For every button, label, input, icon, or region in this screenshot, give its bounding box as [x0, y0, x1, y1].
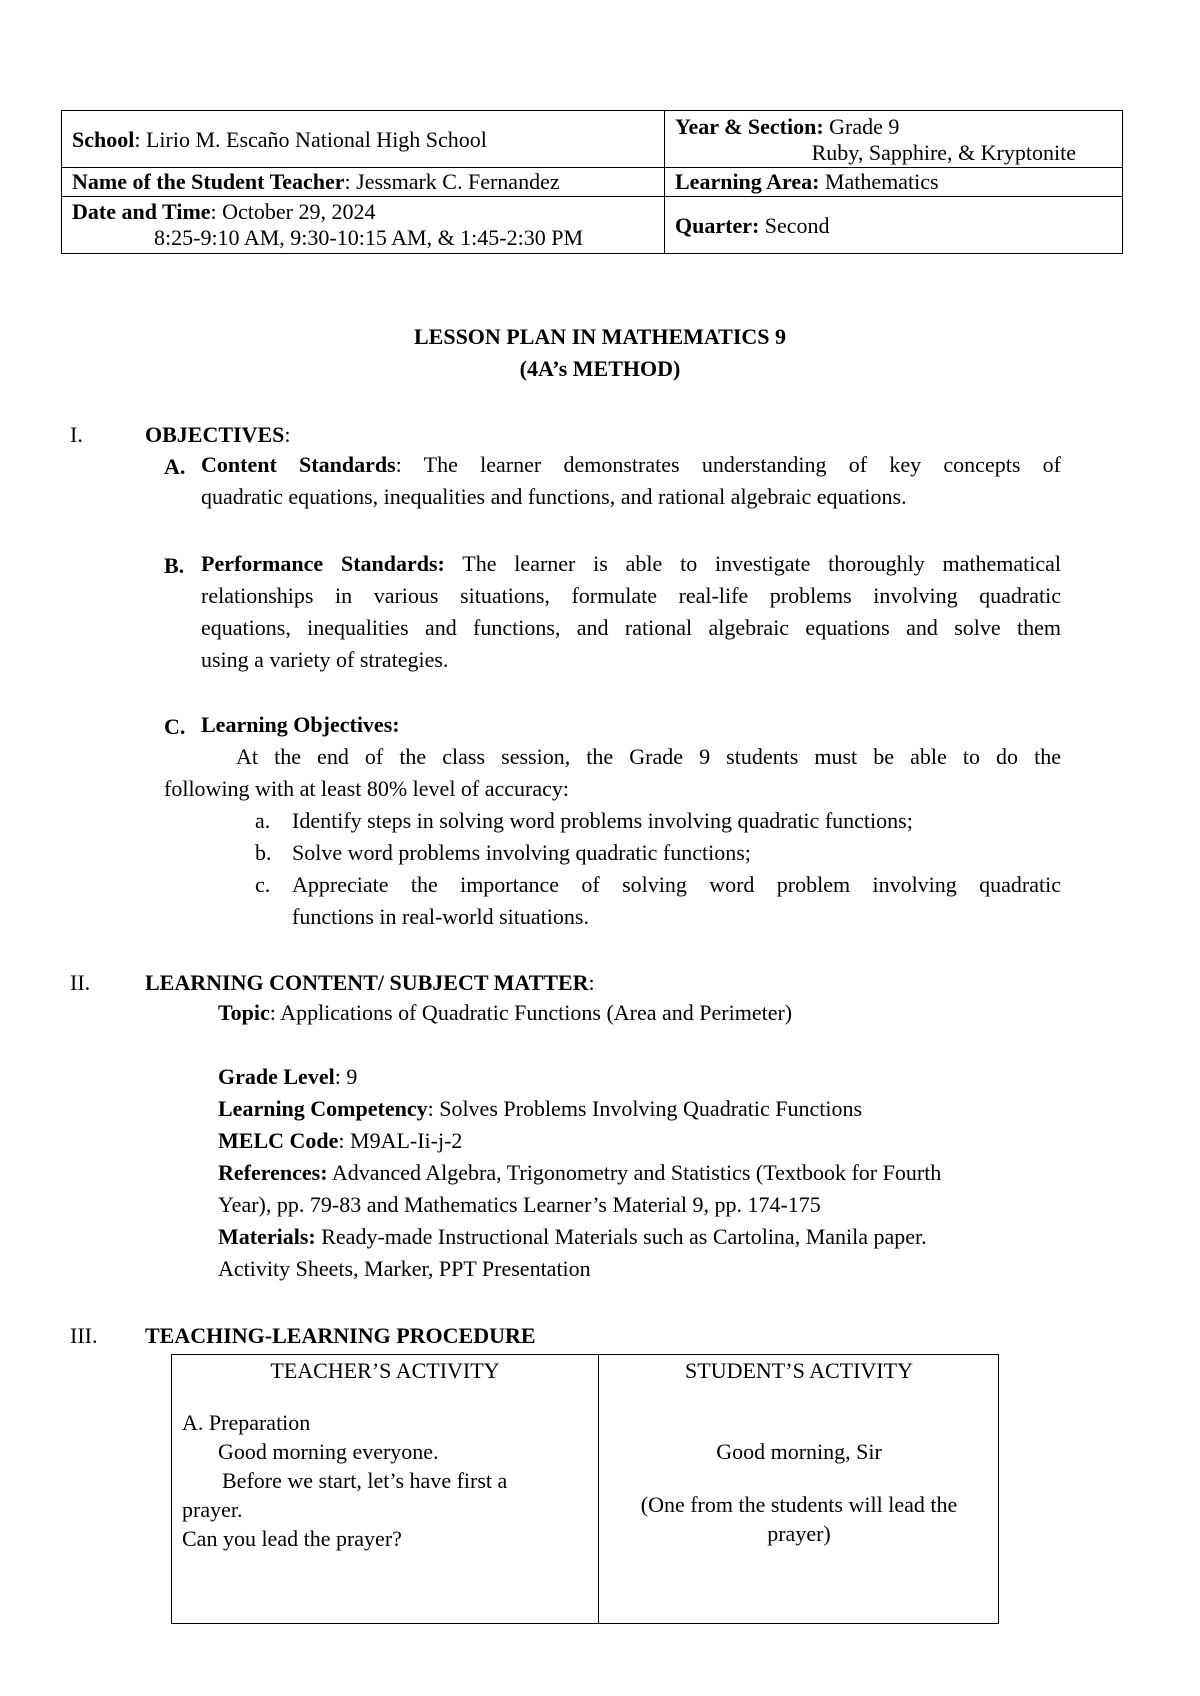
teacher-prayer-line1: Before we start, let’s have first a	[222, 1468, 508, 1493]
student-greeting: Good morning, Sir	[716, 1439, 882, 1464]
school-cell	[61, 110, 665, 168]
student-prayer-line2: prayer)	[767, 1521, 831, 1546]
area-label: Learning Area:	[675, 169, 820, 194]
teacher-value: : Jessmark C. Fernandez	[344, 169, 560, 194]
student-activity-header: STUDENT’S ACTIVITY	[685, 1358, 913, 1383]
objective-item-a-letter: a.	[255, 808, 271, 833]
learning-objectives-intro1: At the end of the class session, the Grade 9 students must be able to do the	[236, 744, 1061, 769]
school-value: : Lirio M. Escaño National High School	[134, 127, 487, 152]
objective-item-c-letter: c.	[255, 872, 271, 897]
objective-item-b-letter: b.	[255, 840, 272, 865]
objective-item-a: Identify steps in solving word problems involving quadratic functions;	[292, 808, 913, 833]
grade-level-line: Grade Level: 9	[218, 1064, 358, 1089]
year-section-cell	[664, 110, 1123, 168]
teacher-prayer-line2: prayer.	[182, 1497, 243, 1522]
student-prayer-line1: (One from the students will lead the	[640, 1492, 958, 1517]
competency-line: Learning Competency: Solves Problems Involving Quadratic Functions	[218, 1096, 863, 1121]
section-i-numeral: I.	[70, 422, 83, 447]
teacher-activity-header: TEACHER’S ACTIVITY	[270, 1358, 500, 1383]
objective-a-letter: A.	[164, 454, 186, 479]
objective-b-letter: B.	[164, 553, 185, 578]
topic-line: Topic: Applications of Quadratic Functions (Area and Perimeter)	[218, 1000, 793, 1025]
teacher-label: Name of the Student Teacher	[72, 169, 345, 194]
student-activity-column	[608, 1355, 990, 1548]
teacher-activity-column	[182, 1355, 588, 1553]
preparation-label: A. Preparation	[182, 1410, 311, 1435]
quarter-value: Second	[759, 213, 830, 238]
materials-line2: Activity Sheets, Marker, PPT Presentation	[218, 1256, 591, 1281]
date-label: Date and Time	[72, 199, 211, 224]
learning-objectives-intro2: following with at least 80% level of accuracy:	[164, 776, 570, 801]
page-title: LESSON PLAN IN MATHEMATICS 9	[413, 324, 786, 349]
performance-standards-line3: equations, inequalities and functions, and rational algebraic equations and solve them	[201, 615, 1061, 640]
section-ii-heading: LEARNING CONTENT/ SUBJECT MATTER:	[145, 970, 595, 995]
melc-code-line: MELC Code: M9AL-Ii-j-2	[218, 1128, 463, 1153]
date-time-cell	[61, 196, 665, 254]
section-iii-heading: TEACHING-LEARNING PROCEDURE	[145, 1323, 536, 1348]
school-label: School	[72, 127, 135, 152]
performance-standards-line1: Performance Standards: The learner is able to investigate thoroughly mathematical	[201, 551, 1061, 576]
quarter-label: Quarter:	[675, 213, 760, 238]
section-ii-numeral: II.	[70, 970, 91, 995]
header-info-table	[61, 110, 1123, 254]
page-subtitle: (4A’s METHOD)	[519, 356, 681, 381]
materials-line1: Materials: Ready-made Instructional Materials such as Cartolina, Manila paper.	[218, 1224, 927, 1249]
date-value: : October 29, 2024	[210, 199, 376, 224]
objective-item-b: Solve word problems involving quadratic functions;	[292, 840, 751, 865]
objective-item-c-line2: functions in real-world situations.	[292, 904, 589, 929]
area-value: Mathematics	[819, 169, 939, 194]
learning-objectives-label: Learning Objectives:	[201, 712, 400, 737]
objective-c-letter: C.	[164, 714, 186, 739]
performance-standards-line2: relationships in various situations, formulate real-life problems involving quadratic	[201, 583, 1061, 608]
references-line2: Year), pp. 79-83 and Mathematics Learner’s Material 9, pp. 174-175	[218, 1192, 821, 1217]
teacher-greeting: Good morning everyone.	[218, 1439, 439, 1464]
column-divider	[598, 1355, 599, 1623]
references-line1: References: Advanced Algebra, Trigonometry and Statistics (Textbook for Fourth	[218, 1160, 942, 1185]
teacher-cell	[61, 167, 665, 197]
year-value: Grade 9	[823, 114, 900, 139]
time-value: 8:25-9:10 AM, 9:30-10:15 AM, & 1:45-2:30 PM	[154, 225, 584, 250]
performance-standards-line4: using a variety of strategies.	[201, 647, 449, 672]
objective-item-c-line1: Appreciate the importance of solving word problem involving quadratic	[292, 872, 1061, 897]
content-standards-line1: Content Standards: The learner demonstrates understanding of key concepts of	[201, 452, 1061, 477]
quarter-cell	[664, 196, 1123, 254]
procedure-table	[171, 1354, 999, 1624]
learning-area-cell	[664, 167, 1123, 197]
section-i-heading: OBJECTIVES:	[145, 422, 291, 447]
teacher-prayer-question: Can you lead the prayer?	[182, 1526, 402, 1551]
sections-value: Ruby, Sapphire, & Kryptonite	[811, 140, 1076, 165]
year-label: Year & Section:	[675, 114, 824, 139]
section-iii-numeral: III.	[70, 1323, 98, 1348]
content-standards-line2: quadratic equations, inequalities and functions, and rational algebraic equations.	[201, 484, 907, 509]
